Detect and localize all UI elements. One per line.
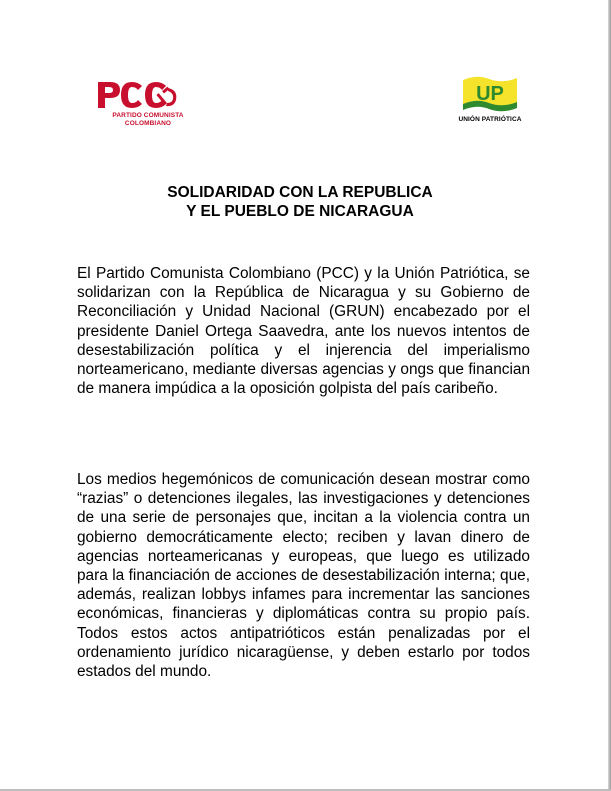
paragraph-2: Los medios hegemónicos de comunicación desean mostrar como “razias” o detenciones ilegales, las investigaciones y detenciones de una serie de personajes que, incitan a la violencia contra un gobierno democráticamente electo; reciben y lavan dinero de agencias norteamericanas y europeas, que luego es utilizado para la financiación de acciones de desestabilización interna; que, además, realizan lobbys infames para incrementar las sanciones económicas, financieras y diplomáticas contra su propio país. Todos estos actos antipatrióticos están penalizadas por el ordenamiento jurídico nicaragüense, y deben estarlo por todos estados del mundo.: [77, 471, 530, 681]
up-logo: [455, 74, 525, 136]
pcc-caption: PARTIDO COMUNISTA COLOMBIANO: [112, 112, 184, 127]
up-logo-text: UP: [476, 83, 504, 105]
pcc-logo-mark: [92, 76, 192, 112]
title-line-1: SOLIDARIDAD CON LA REPUBLICA: [167, 184, 433, 201]
title-line-2: Y EL PUEBLO DE NICARAGUA: [186, 203, 414, 220]
up-flag-icon: [459, 74, 521, 114]
up-caption: UNIÓN PATRIÓTICA: [458, 116, 522, 123]
document-title: [60, 183, 540, 221]
paragraph-1: El Partido Comunista Colombiano (PCC) y la Unión Patriótica, se solidarizan con la República de Nicaragua y su Gobierno de Reconciliación y Unidad Nacional (GRUN) encabezado por el presidente Daniel Ortega Saavedra, ante los nuevos intentos de desestabilización política y el injerencia del imperialismo norteamericano, mediante diversas agencias y ongs que financian de manera impúdica a la oposición golpista del país caribeño.: [77, 265, 530, 398]
pcc-logo: [92, 76, 192, 140]
